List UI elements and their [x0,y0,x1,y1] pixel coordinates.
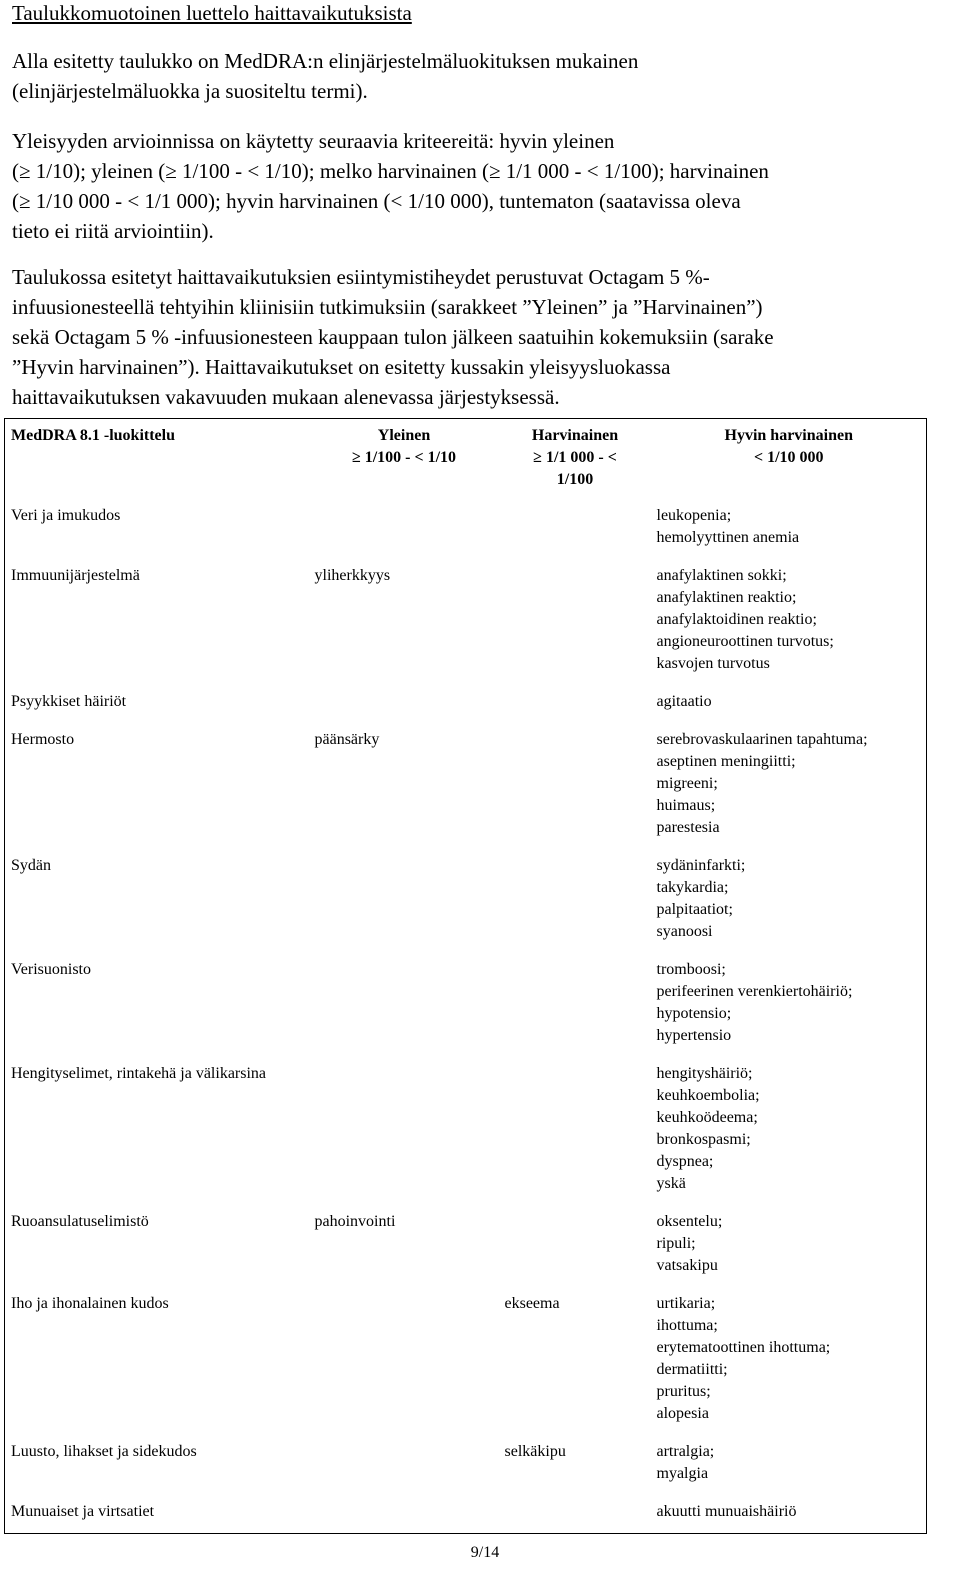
reaction-term: hengityshäiriö; [656,1065,753,1082]
header-common [309,419,499,500]
reaction-term: alopesia [656,1405,709,1422]
paragraph-line: (elinjärjestelmäluokka ja suositeltu termi). [12,79,368,103]
cell-very-rare [651,1057,927,1205]
cell-soc: Sydän [11,857,51,874]
cell-rare [499,559,651,685]
reaction-term: huimaus; [656,797,716,814]
paragraph-line: Taulukossa esitetyt haittavaikutuksien esiintymistiheydet perustuvat Octagam 5 %- [12,265,710,289]
cell-rare: selkäkipu [504,1443,566,1460]
intro-paragraph [12,46,955,106]
reaction-term: perifeerinen verenkiertohäiriö; [656,983,853,1000]
cell-soc: Ruoansulatuselimistö [11,1213,149,1230]
reaction-term: hypotensio; [656,1005,732,1022]
reaction-term: hemolyyttinen anemia [656,529,800,546]
cell-rare [499,1205,651,1287]
reaction-term: yskä [656,1175,686,1192]
cell-rare [499,953,651,1057]
paragraph-line: tieto ei riitä arviointiin). [12,219,214,243]
header-line: < 1/10 000 [753,449,824,466]
paragraph-line: haittavaikutuksen vakavuuden mukaan alenevassa järjestyksessä. [12,385,560,409]
reaction-term: serebrovaskulaarinen tapahtuma; [656,731,868,748]
cell-soc: Immuunijärjestelmä [11,567,140,584]
table-header-row [5,419,927,500]
reaction-term: artralgia; [656,1443,715,1460]
paragraph-line: ”Hyvin harvinainen”). Haittavaikutukset on esitetty kussakin yleisyysluokassa [12,355,671,379]
cell-very-rare [651,1287,927,1435]
cell-common [309,1287,499,1435]
cell-very-rare [651,1205,927,1287]
cell-common [309,1057,499,1205]
reaction-term: takykardia; [656,879,729,896]
adverse-reactions-table [4,418,927,1534]
table-row [5,1205,927,1287]
reaction-term: angioneuroottinen turvotus; [656,633,834,650]
table-row [5,849,927,953]
reaction-term: dyspnea; [656,1153,714,1170]
cell-common [309,849,499,953]
reaction-term: oksentelu; [656,1213,723,1230]
reaction-term: anafylaktinen reaktio; [656,589,797,606]
reaction-term: leukopenia; [656,507,732,524]
cell-soc: Psyykkiset häiriöt [11,693,127,710]
cell-very-rare [651,559,927,685]
cell-rare [499,1057,651,1205]
data-source-paragraph [12,262,955,412]
paragraph-line: infuusionesteellä tehtyihin kliinisiin tutkimuksiin (sarakkeet ”Yleinen” ja ”Harvinainen”) [12,295,763,319]
table-row [5,953,927,1057]
header-line: ≥ 1/1 000 - < [533,449,617,466]
reaction-term: syanoosi [656,923,713,940]
header-line: Harvinainen [531,427,619,444]
reaction-term: ihottuma; [656,1317,718,1334]
reaction-term: keuhkoembolia; [656,1087,760,1104]
table-row [5,499,927,559]
reaction-term: akuutti munuaishäiriö [656,1503,797,1520]
paragraph-line: (≥ 1/10 000 - < 1/1 000); hyvin harvinainen (< 1/10 000), tuntematon (saatavissa oleva [12,189,741,213]
cell-rare [499,849,651,953]
header-soc: MedDRA 8.1 -luokittelu [11,427,175,444]
cell-very-rare [651,1435,927,1495]
cell-soc: Luusto, lihakset ja sidekudos [11,1443,197,1460]
table-row [5,723,927,849]
reaction-term: kasvojen turvotus [656,655,770,672]
cell-common: päänsärky [314,731,380,748]
reaction-term: palpitaatiot; [656,901,733,918]
cell-soc: Hermosto [11,731,75,748]
reaction-term: anafylaktoidinen reaktio; [656,611,817,628]
frequency-criteria-paragraph [12,126,955,246]
paragraph-line: sekä Octagam 5 % -infuusionesteen kauppaan tulon jälkeen saatuihin kokemuksiin (sarake [12,325,774,349]
cell-rare: ekseema [504,1295,560,1312]
cell-rare [499,723,651,849]
reaction-term: parestesia [656,819,720,836]
cell-very-rare [651,723,927,849]
reaction-term: urtikaria; [656,1295,716,1312]
reaction-term: sydäninfarkti; [656,857,746,874]
reaction-term: hypertensio [656,1027,732,1044]
cell-rare [499,499,651,559]
reaction-term: tromboosi; [656,961,726,978]
cell-soc: Iho ja ihonalainen kudos [11,1295,169,1312]
paragraph-line: (≥ 1/10); yleinen (≥ 1/100 - < 1/10); melko harvinainen (≥ 1/1 000 - < 1/100); harvinainen [12,159,769,183]
cell-very-rare [651,499,927,559]
reaction-term: dermatiitti; [656,1361,728,1378]
cell-soc: Verisuonisto [11,961,91,978]
cell-common [309,953,499,1057]
cell-common [309,1435,499,1495]
table-row [5,559,927,685]
paragraph-line: Yleisyyden arvioinnissa on käytetty seuraavia kriteereitä: hyvin yleinen [12,129,615,153]
reaction-term: pruritus; [656,1383,711,1400]
reaction-term: migreeni; [656,775,718,792]
reaction-term: bronkospasmi; [656,1131,751,1148]
cell-soc: Munuaiset ja virtsatiet [11,1503,155,1520]
reaction-term: aseptinen meningiitti; [656,753,796,770]
reaction-term: erytematoottinen ihottuma; [656,1339,831,1356]
reaction-term: ripuli; [656,1235,696,1252]
cell-soc: Veri ja imukudos [11,507,121,524]
cell-soc: Hengityselimet, rintakehä ja välikarsina [11,1065,267,1082]
header-line: Yleinen [377,427,431,444]
reaction-term: myalgia [656,1465,709,1482]
reaction-term: keuhkoödeema; [656,1109,758,1126]
cell-common [309,499,499,559]
cell-common: pahoinvointi [314,1213,396,1230]
cell-very-rare [651,953,927,1057]
cell-very-rare [651,1495,927,1534]
header-rare [499,419,651,500]
header-line: Hyvin harvinainen [724,427,853,444]
section-heading: Taulukkomuotoinen luettelo haittavaikutuksista [12,1,412,25]
header-very-rare [651,419,927,500]
reaction-term: anafylaktinen sokki; [656,567,787,584]
cell-common [309,685,499,723]
table-row [5,1057,927,1205]
table-body [5,499,927,1534]
header-line: ≥ 1/100 - < 1/10 [351,449,457,466]
cell-rare [499,1495,651,1534]
table-row [5,685,927,723]
table-row [5,1435,927,1495]
cell-very-rare [651,685,927,723]
cell-very-rare [651,849,927,953]
table-row [5,1495,927,1534]
reaction-term: vatsakipu [656,1257,718,1274]
table-row [5,1287,927,1435]
header-line: 1/100 [556,471,594,488]
reaction-term: agitaatio [656,693,712,710]
page-number: 9/14 [470,1544,500,1561]
paragraph-line: Alla esitetty taulukko on MedDRA:n elinjärjestelmäluokituksen mukainen [12,49,639,73]
cell-common [309,1495,499,1534]
cell-rare [499,685,651,723]
cell-common: yliherkkyys [314,567,391,584]
